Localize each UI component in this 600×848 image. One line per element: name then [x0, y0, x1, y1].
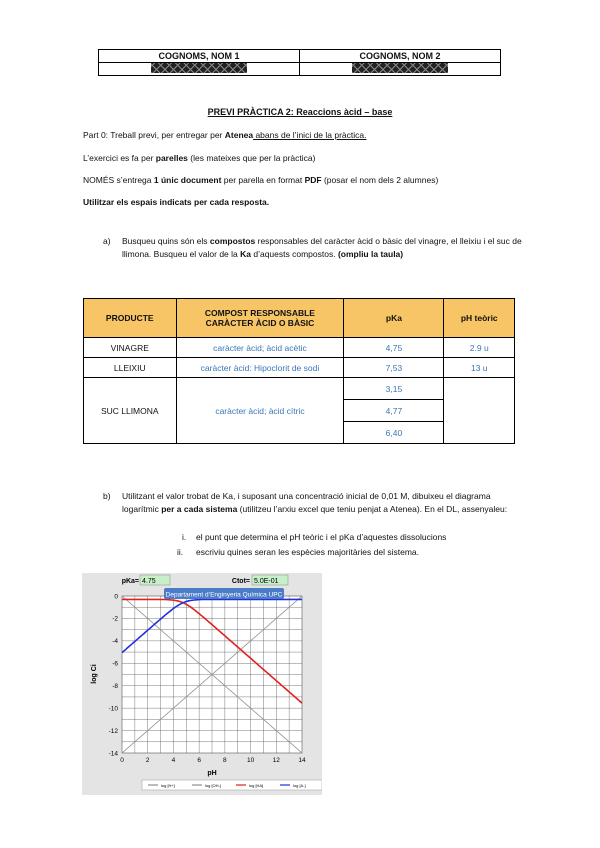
- x-tick-label: 4: [171, 757, 176, 764]
- y-tick-label: -14: [108, 750, 118, 758]
- y-tick-label: -2: [112, 615, 118, 623]
- x-tick-label: 0: [120, 757, 124, 764]
- header-pka: pKa: [344, 299, 444, 338]
- x-tick-label: 12: [272, 757, 280, 764]
- name1-cell[interactable]: [99, 63, 300, 76]
- x-tick-label: 10: [246, 757, 255, 764]
- y-tick-label: -10: [108, 705, 118, 713]
- question-b-item-i: i. el punt que determina el pH teòric i el pKa d’aquestes dissolucions: [182, 532, 447, 542]
- ctot-label: Ctot=: [231, 578, 250, 585]
- x-tick-label: 8: [223, 757, 227, 764]
- compounds-table: [83, 298, 515, 444]
- question-b-item-ii: ii. escriviu quines seran les espècies majoritàries del sistema.: [177, 547, 419, 557]
- cell-product: LLEIXIU: [84, 358, 177, 378]
- question-b-label: b): [103, 491, 111, 501]
- names-table: [98, 49, 501, 76]
- y-tick-label: 0: [114, 593, 118, 601]
- cell-pka[interactable]: 4,75: [344, 338, 444, 358]
- y-tick-label: -8: [112, 683, 118, 691]
- redacted-name-1: [151, 63, 247, 73]
- cell-ph[interactable]: 2.9 u: [444, 338, 515, 358]
- legend-label: log [A-]: [293, 783, 306, 788]
- log-diagram-chart: [82, 573, 322, 795]
- table-row: [84, 378, 515, 400]
- legend-label: log [OH-]: [205, 783, 222, 788]
- question-a-label: a): [103, 236, 111, 246]
- redacted-name-2: [352, 63, 448, 73]
- x-tick-label: 14: [298, 757, 306, 764]
- question-b-text: Utilitzant el valor trobat de Ka, i suposant una concentració inicial de 0,01 M, dibuixeu el diagrama logarítmic per a cada sistema (utilitzeu l’arxiu excel que teniu penjat a Atenea). En el DL, assenyaleu:: [122, 491, 508, 514]
- cell-compound[interactable]: caràcter àcid: Hipoclorit de sodi: [176, 358, 344, 378]
- x-axis-label: pH: [207, 770, 217, 777]
- cell-compound[interactable]: caràcter àcid; àcid cítric: [176, 378, 344, 444]
- cell-compound[interactable]: caràcter àcid; àcid acètic: [176, 338, 344, 358]
- y-tick-label: -4: [112, 638, 118, 646]
- header-product: PRODUCTE: [84, 299, 177, 338]
- y-tick-label: -6: [112, 660, 118, 668]
- cell-pka2[interactable]: 4,77: [344, 400, 444, 422]
- cell-ph[interactable]: [444, 378, 515, 444]
- cell-pka[interactable]: 7,53: [344, 358, 444, 378]
- name2-cell[interactable]: [300, 63, 501, 76]
- intro-line-2: L’exercici es fa per parelles (les mateixes que per la pràctica): [83, 153, 316, 163]
- table-row: [84, 338, 515, 358]
- table-row: [84, 358, 515, 378]
- ctot-value: 5.0E-01: [254, 578, 279, 585]
- intro-line-3: NOMÉS s’entrega 1 únic document per parella en format PDF (posar el nom dels 2 alumnes): [83, 175, 439, 185]
- cell-pka1[interactable]: 3,15: [344, 378, 444, 400]
- x-tick-label: 6: [197, 757, 201, 764]
- pka-value: 4.75: [142, 578, 156, 585]
- cell-ph[interactable]: 13 u: [444, 358, 515, 378]
- header-ph: pH teòric: [444, 299, 515, 338]
- intro-line-1: Part 0: Treball previ, per entregar per Atenea abans de l’inici de la pràctica.: [83, 130, 367, 140]
- x-tick-label: 2: [145, 757, 150, 764]
- name2-header: COGNOMS, NOM 2: [300, 50, 501, 63]
- y-axis-label: log Ci: [91, 664, 98, 684]
- y-tick-label: -12: [108, 727, 118, 735]
- cell-product: VINAGRE: [84, 338, 177, 358]
- chart-svg: [82, 573, 322, 795]
- department-banner-text: Departament d’Enginyeria Química UPC: [165, 591, 283, 599]
- header-compound: COMPOST RESPONSABLE CARÀCTER ÀCID O BÀSIC: [176, 299, 344, 338]
- question-a-text: Busqueu quins són els compostos responsables del caràcter àcid o bàsic del vinagre, el lleixiu i el suc de llimona. Busqueu el valor de la Ka d’aquests compostos. (ompliu la taula): [122, 236, 522, 259]
- cell-product: SUC LLIMONA: [84, 378, 177, 444]
- document-title: PREVI PRÀCTICA 2: Reaccions àcid – base: [207, 107, 393, 117]
- intro-line-4: Utilitzar els espais indicats per cada resposta.: [83, 197, 270, 207]
- pka-label: pKa=: [121, 578, 139, 585]
- legend-label: log [HA]: [249, 783, 264, 788]
- name1-header: COGNOMS, NOM 1: [99, 50, 300, 63]
- cell-pka3[interactable]: 6,40: [344, 422, 444, 444]
- legend-label: log [H+]: [161, 783, 175, 788]
